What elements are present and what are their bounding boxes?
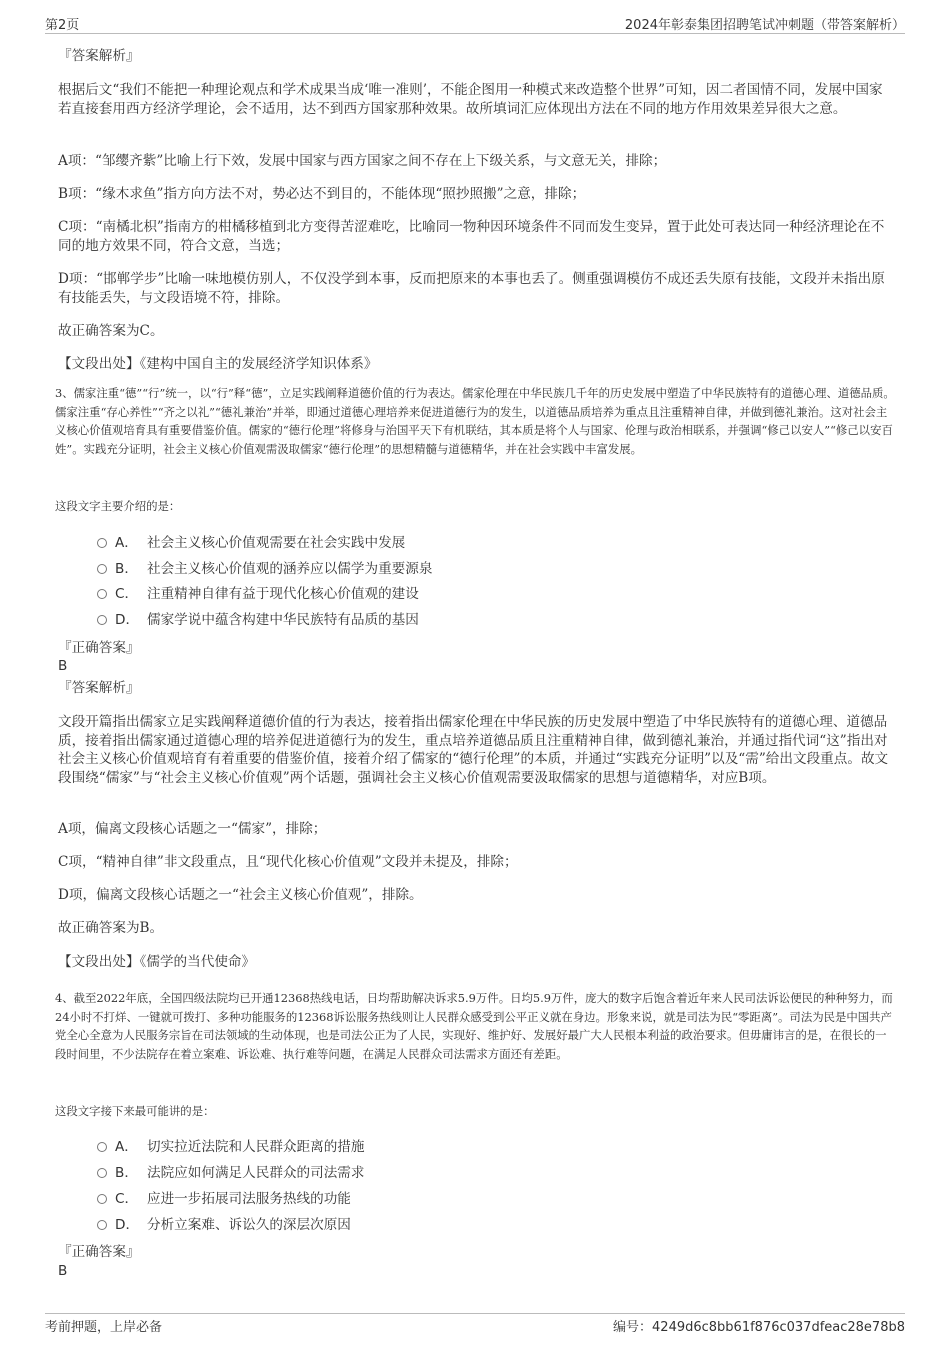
radio-icon[interactable] xyxy=(97,1194,107,1204)
q3-question: 这段文字主要介绍的是： xyxy=(55,499,181,513)
q4-answer-label: 『正确答案』 xyxy=(58,1244,140,1260)
q3-answer-label: 『正确答案』 xyxy=(58,640,140,656)
q4-answer: B xyxy=(58,1263,68,1279)
q2-explain-d: D项：“邯郸学步”比喻一味地模仿别人，不仅没学到本事，反而把原来的本事也丢了。侧重强调模仿不成还丢失原有技能，文段并未指出原有技能丢失，与文段语境不符，排除。 xyxy=(58,271,885,306)
q3-explain-a: A项，偏离文段核心话题之一“儒家”，排除； xyxy=(58,821,327,837)
q4-option-b[interactable]: B． 法院应如何满足人民群众的司法需求 xyxy=(97,1164,365,1182)
q2-conclusion: 故正确答案为C。 xyxy=(58,323,164,339)
radio-icon[interactable] xyxy=(97,1168,107,1178)
page-number: 第2页 xyxy=(45,18,80,33)
q3-option-a[interactable]: A． 社会主义核心价值观需要在社会实践中发展 xyxy=(97,534,405,552)
q4-option-c[interactable]: C． 应进一步拓展司法服务热线的功能 xyxy=(97,1190,351,1208)
q3-analysis-label: 『答案解析』 xyxy=(58,680,140,696)
q3-analysis-text: 文段开篇指出儒家立足实践阐释道德价值的行为表达，接着指出儒家伦理在中华民族的历史发展中塑造了中华民族特有的道德心理、道德品质，接着指出儒家通过道德心理的培养促进道德行为的发生，重点培养道德品质且注重精神自律，做到德礼兼治，并通过指代词“这”指出对社会主义核心价值观培育有着重要的借鉴价值，接着介绍了儒家的“德行伦理”的本质，并通过“实践充分证明”以及“需”给出文段重点。故文段围绕“儒家”与“社会主义核心价值观”两个话题，强调社会主义核心价值观需要汲取儒家的思想与道德精华，对应B项。 xyxy=(58,714,889,786)
q3-source: 【文段出处】《儒学的当代使命》 xyxy=(58,954,256,970)
document-id: 编号：4249d6c8bb61f876c037dfeac28e78b8 xyxy=(613,1320,905,1335)
radio-icon[interactable] xyxy=(97,1142,107,1152)
q3-option-d[interactable]: D． 儒家学说中蕴含构建中华民族特有品质的基因 xyxy=(97,611,419,629)
q4-stem: 4、截至2022年底，全国四级法院均已开通12368热线电话，日均帮助解决诉求5.9万件。日均5.9万件，庞大的数字后饱含着近年来人民司法诉讼便民的种种努力，而24小时不打烊、一键就可拨打、多种功能服务的12368诉讼服务热线则让人民群众感受到公平正义就在身边。形象来说，就是司法为民“零距离”。司法为民是中国共产党全心全意为人民服务宗旨在司法领域的生动体现，也是司法公正为了人民，实现好、维护好、发展好最广大人民根本利益的政治要求。但毋庸讳言的是，在很长的一段时间里，不少法院存在着立案难、诉讼难、执行难等问题，在满足人民群众司法需求方面还有差距。 xyxy=(55,991,893,1061)
q2-analysis-label: 『答案解析』 xyxy=(58,48,140,64)
radio-icon[interactable] xyxy=(97,589,107,599)
radio-icon[interactable] xyxy=(97,538,107,548)
q3-option-c[interactable]: C． 注重精神自律有益于现代化核心价值观的建设 xyxy=(97,585,419,603)
q2-explain-b: B项：“缘木求鱼”指方向方法不对，势必达不到目的，不能体现“照抄照搬”之意，排除； xyxy=(58,186,586,202)
q4-option-a[interactable]: A． 切实拉近法院和人民群众距离的措施 xyxy=(97,1138,365,1156)
q2-explain-a: A项：“邹缨齐紫”比喻上行下效，发展中国家与西方国家之间不存在上下级关系，与文意无关，排除； xyxy=(58,153,667,169)
q3-explain-d: D项，偏离文段核心话题之一“社会主义核心价值观”，排除。 xyxy=(58,887,423,903)
document-title: 2024年彰泰集团招聘笔试冲刺题（带答案解析） xyxy=(624,18,905,33)
q4-option-d[interactable]: D． 分析立案难、诉讼久的深层次原因 xyxy=(97,1216,351,1234)
q4-question: 这段文字接下来最可能讲的是： xyxy=(55,1104,215,1118)
radio-icon[interactable] xyxy=(97,564,107,574)
radio-icon[interactable] xyxy=(97,615,107,625)
q3-stem: 3、儒家注重“德”“行”统一，以“行”释“德”，立足实践阐释道德价值的行为表达。儒家伦理在中华民族几千年的历史发展中塑造了中华民族特有的道德心理、道德品质。儒家注重“存心养性”“齐之以礼”“德礼兼治”并举，即通过道德心理培养来促进道德行为的发生，以道德品质培养为重点且注重精神自律，并做到德礼兼治。这对社会主义核心价值观培育具有重要借鉴价值。儒家的“德行伦理”将修身与治国平天下有机联结，其本质是将个人与国家、伦理与政治相联系，并强调“修己以安人”“修己以安百姓”。实践充分证明，社会主义核心价值观需汲取儒家“德行伦理”的思想精髓与道德精华，并在社会实践中丰富发展。 xyxy=(55,386,895,456)
q3-explain-c: C项，“精神自律”非文段重点，且“现代化核心价值观”文段并未提及，排除； xyxy=(58,854,518,870)
radio-icon[interactable] xyxy=(97,1220,107,1230)
q3-answer: B xyxy=(58,658,68,674)
q2-source: 【文段出处】《建构中国自主的发展经济学知识体系》 xyxy=(58,356,378,372)
q2-analysis-text: 根据后文“我们不能把一种理论观点和学术成果当成‘唯一准则’，不能企图用一种模式来改造整个世界”可知，因二者国情不同，发展中国家若直接套用西方经济学理论，会不适用，达不到西方国家那种效果。故所填词汇应体现出方法在不同的地方作用效果差异很大之意。 xyxy=(58,82,883,117)
q2-explain-c: C项：“南橘北枳”指南方的柑橘移植到北方变得苦涩难吃，比喻同一物种因环境条件不同而发生变异，置于此处可表达同一种经济理论在不同的地方效果不同，符合文意，当选； xyxy=(58,219,885,254)
q3-conclusion: 故正确答案为B。 xyxy=(58,920,164,936)
page-header xyxy=(45,13,905,34)
page-footer xyxy=(45,1313,905,1334)
q3-option-b[interactable]: B． 社会主义核心价值观的涵养应以儒学为重要源泉 xyxy=(97,560,432,578)
footer-slogan: 考前押题，上岸必备 xyxy=(45,1320,163,1335)
